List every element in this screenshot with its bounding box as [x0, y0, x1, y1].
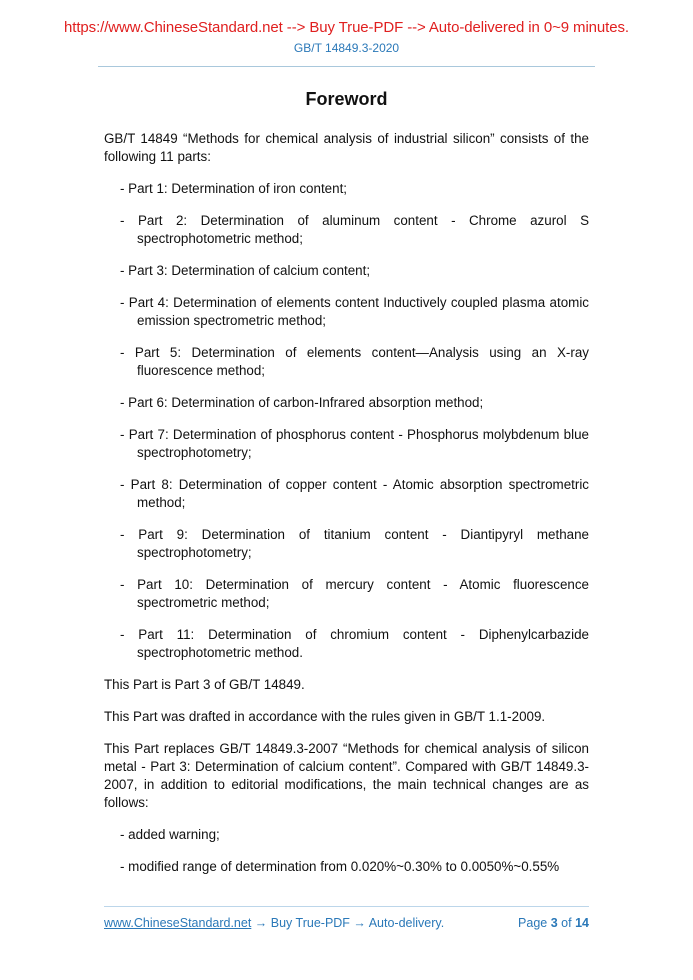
footer-divider	[104, 906, 589, 907]
part-list-item: - Part 4: Determination of elements content Inductively coupled plasma atomic emission spectrometric method;	[120, 295, 589, 328]
header-divider	[98, 66, 595, 67]
page-indicator	[518, 916, 589, 930]
part-list-item: - Part 10: Determination of mercury content - Atomic fluorescence spectrometric method;	[120, 577, 589, 610]
part-list-item: - Part 1: Determination of iron content;	[120, 181, 348, 196]
part-statement: This Part is Part 3 of GB/T 14849.	[104, 677, 305, 692]
part-list-item: - Part 3: Determination of calcium content;	[120, 263, 371, 278]
part-list-item: - Part 9: Determination of titanium content - Diantipyryl methane spectrophotometry;	[120, 527, 589, 560]
change-list-item: - added warning;	[120, 827, 220, 842]
footer-promo	[104, 916, 444, 930]
intro-paragraph: GB/T 14849 “Methods for chemical analysis of industrial silicon” consists of the following 11 parts:	[104, 131, 589, 164]
change-list-item: - modified range of determination from 0.020%~0.30% to 0.0050%~0.55%	[120, 859, 560, 874]
page-of: of	[561, 916, 572, 930]
page-title: Foreword	[305, 89, 388, 109]
part-list-item: - Part 11: Determination of chromium content - Diphenylcarbazide spectrophotometric method.	[120, 627, 589, 660]
document-body	[104, 130, 589, 890]
page-current: 3	[550, 916, 558, 930]
part-list-item: - Part 8: Determination of copper content - Atomic absorption spectrometric method;	[120, 477, 589, 510]
drafting-statement: This Part was drafted in accordance with the rules given in GB/T 1.1-2009.	[104, 709, 546, 724]
footer-promo-text: → Buy True-PDF → Auto-delivery.	[251, 916, 445, 930]
footer-site-link[interactable]: www.ChineseStandard.net	[104, 916, 252, 930]
promo-banner[interactable]: https://www.ChineseStandard.net --> Buy True-PDF --> Auto-delivered in 0~9 minutes.	[64, 19, 629, 36]
page-total: 14	[575, 916, 589, 930]
part-list-item: - Part 6: Determination of carbon-Infrared absorption method;	[120, 395, 484, 410]
page-footer	[104, 916, 589, 930]
document-code: GB/T 14849.3-2020	[293, 41, 400, 55]
part-list-item: - Part 5: Determination of elements content—Analysis using an X-ray fluorescence method;	[120, 345, 589, 378]
part-list-item: - Part 7: Determination of phosphorus content - Phosphorus molybdenum blue spectrophotometry;	[120, 427, 589, 460]
replacement-statement: This Part replaces GB/T 14849.3-2007 “Methods for chemical analysis of silicon metal - Part 3: Determination of calcium content”. Compared with GB/T 14849.3-2007, in addition to editorial modifications, the main technical changes are as follows:	[104, 741, 589, 810]
part-list-item: - Part 2: Determination of aluminum content - Chrome azurol S spectrophotometric method;	[120, 213, 589, 246]
page-label: Page	[518, 916, 548, 930]
